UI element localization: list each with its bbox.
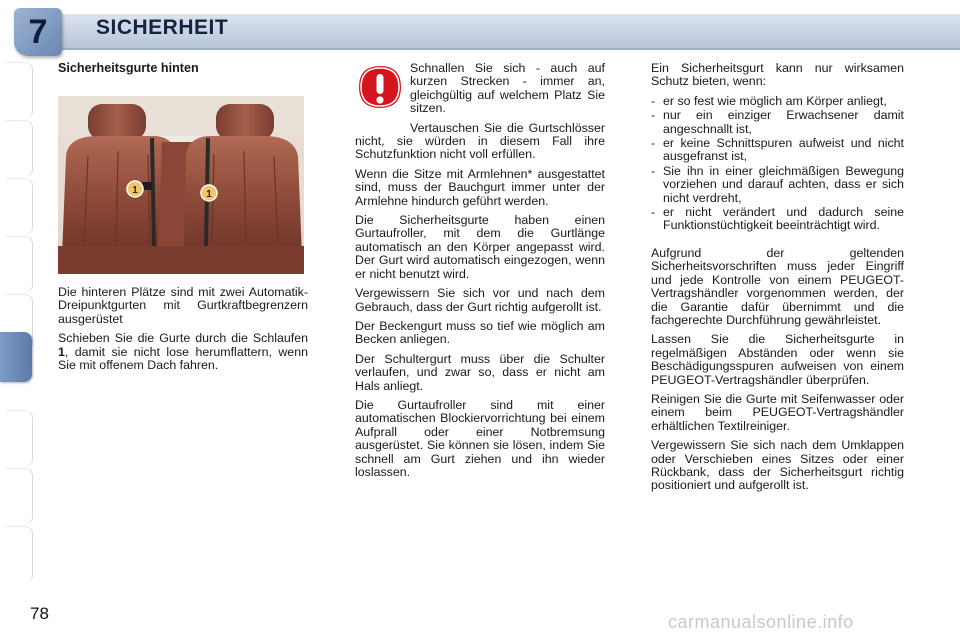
- middle-paragraph-7: Der Schultergurt muss über die Schulter verlaufen, und zwar so, dass er nicht am Hals anliegt.: [355, 351, 605, 393]
- conditions-list: [651, 95, 904, 233]
- left-column: [58, 62, 308, 81]
- chapter-tab-8[interactable]: [6, 410, 33, 467]
- right-paragraph-2: Lassen Sie die Sicherheitsgurte in regelmäßigen Abständen oder wenn sie Beschädigungsspuren aufweisen von einem PEUGEOT-Vertragshändler überprüfen.: [651, 332, 904, 387]
- right-intro: Ein Sicherheitsgurt kann nur wirksamen Schutz bieten, wenn:: [651, 61, 904, 89]
- chapter-tabs: [0, 62, 34, 582]
- chapter-tab-2[interactable]: [6, 120, 33, 177]
- left-paragraph-2-end: , damit sie nicht lose herumflattern, wenn Sie mit offenem Dach fahren.: [58, 344, 308, 373]
- middle-paragraph-4: Die Sicherheitsgurte haben einen Gurtaufroller, mit dem die Gurtlänge automatisch an den Körper angepasst wird. Der Gurt wird automatisch eingezogen, wenn er nicht benutzt wird.: [355, 213, 605, 281]
- chapter-tab-1[interactable]: [6, 62, 33, 119]
- list-item: - er nicht verändert und dadurch seine Funktionstüchtigkeit beeinträchtigt wird.: [651, 206, 904, 233]
- loop-reference: 1: [58, 344, 65, 359]
- left-column-text: [58, 286, 308, 378]
- page-number: 78: [30, 604, 49, 623]
- chapter-number: 7: [28, 13, 48, 51]
- exclamation-icon: [357, 64, 403, 110]
- left-paragraph-1: Die hinteren Plätze sind mit zwei Automatik-Dreipunktgurten mit Gurtkraftbegrenzern ausgerüstet: [58, 285, 308, 326]
- list-item: - er so fest wie möglich am Körper anliegt,: [651, 95, 904, 108]
- right-paragraph-3: Reinigen Sie die Gurte mit Seifenwasser oder einem beim PEUGEOT-Vertragshändler erhältlichen Textilreiniger.: [651, 391, 904, 433]
- warning-text-2: Vertauschen Sie die Gurtschlösser nicht, sie würden in diesem Fall ihre Schutzfunktion nicht voll erfüllen.: [355, 120, 605, 162]
- middle-paragraph-8: Die Gurtaufroller sind mit einer automatischen Blockiervorrichtung bei einem Aufprall oder einer Notbremsung ausgerüstet. Sie können sie lösen, indem Sie schnell am Gurt ziehen und ihn wieder loslassen.: [355, 397, 605, 479]
- list-item: - Sie ihn in einer gleichmäßigen Bewegung vorziehen und darauf achten, dass er sich nicht verdreht,: [651, 165, 904, 205]
- middle-paragraph-5: Vergewissern Sie sich vor und nach dem Gebrauch, dass der Gurt richtig aufgerollt ist.: [355, 286, 605, 314]
- right-paragraph-4: Vergewissern Sie sich nach dem Umklappen oder Verschieben eines Sitzes oder einer Rückbank, dass der Sicherheitsgurt richtig positioniert und aufgerollt ist.: [651, 438, 904, 493]
- warning-text-1: Schnallen Sie sich - auch auf kurzen Strecken - immer an, gleichgültig auf welchem Platz Sie sitzen.: [410, 61, 605, 116]
- middle-column: [355, 62, 605, 485]
- list-item: - nur ein einziger Erwachsener damit angeschnallt ist,: [651, 109, 904, 136]
- middle-paragraph-3: Wenn die Sitze mit Armlehnen* ausgestattet sind, muss der Bauchgurt immer unter der Armlehne hindurch geführt werden.: [355, 166, 605, 208]
- chapter-tab-4[interactable]: [6, 236, 33, 293]
- chapter-tab-7-active[interactable]: [0, 332, 32, 382]
- callout-1a: 1: [132, 185, 138, 196]
- middle-paragraph-6: Der Beckengurt muss so tief wie möglich am Becken anliegen.: [355, 318, 605, 347]
- chapter-tab-10[interactable]: [6, 526, 33, 583]
- rear-seats-image: [58, 96, 304, 274]
- right-paragraph-1: Aufgrund der geltenden Sicherheitsvorschriften muss jeder Eingriff und jede Kontrolle von einem PEUGEOT-Vertragshändler vorgenommen werden, der die Garantie dafür übernimmt und die fachgerechte Durchführung gewährleistet.: [651, 245, 904, 327]
- left-paragraph-2: [58, 332, 308, 372]
- rear-seat-illustration: [58, 96, 304, 274]
- list-item: - er keine Schnittspuren aufweist und nicht ausgefranst ist,: [651, 137, 904, 164]
- chapter-tab-3[interactable]: [6, 178, 33, 235]
- section-title: SICHERHEIT: [96, 16, 229, 39]
- watermark: carmanualsonline.info: [668, 612, 854, 632]
- chapter-badge: [14, 8, 62, 56]
- left-paragraph-2-start: Schieben Sie die Gurte durch die Schlaufen: [58, 331, 308, 346]
- right-column: [651, 62, 904, 499]
- callout-1b: 1: [206, 189, 212, 200]
- chapter-tab-9[interactable]: [6, 468, 33, 525]
- section-heading: Sicherheitsgurte hinten: [58, 61, 199, 75]
